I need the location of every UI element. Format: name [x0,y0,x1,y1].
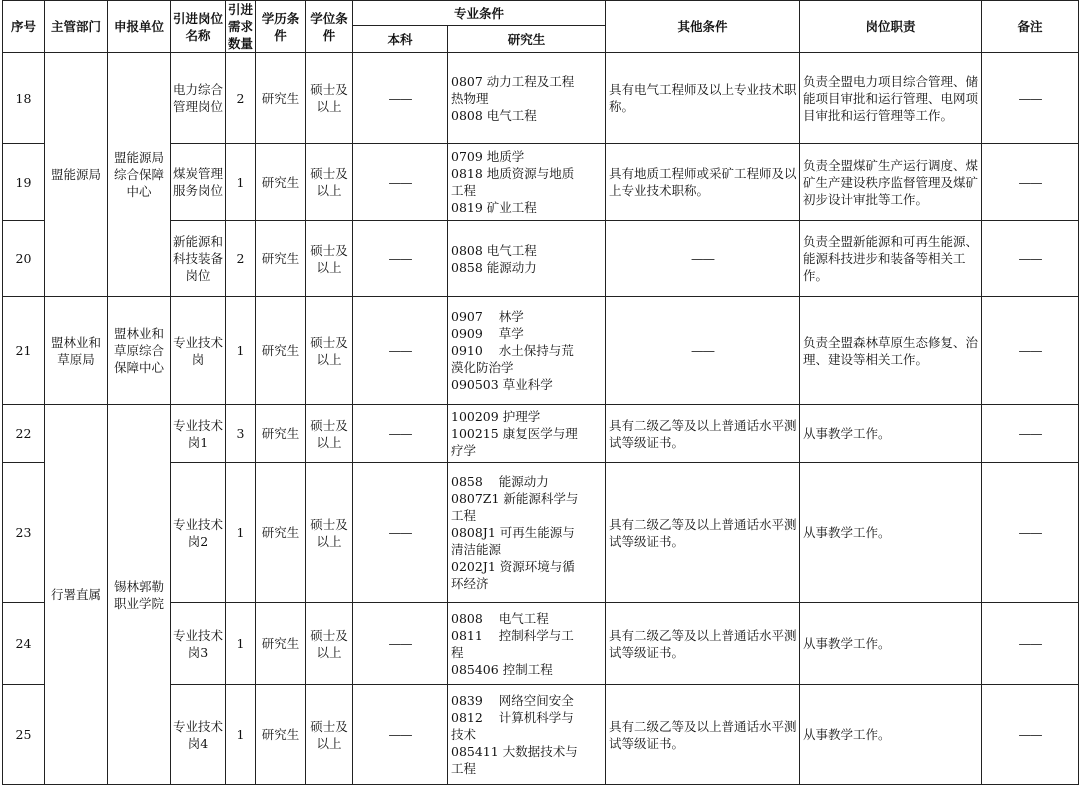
grad-cell [448,685,606,785]
degree-cell: 硕士及以上 [306,53,353,144]
duty-cell: 负责全盟电力项目综合管理、储能项目审批和运行管理、电网项目审批和运行管理等工作。 [800,53,982,144]
grad-line: 清洁能源 [451,542,502,557]
dept-cell: 行署直属 [45,405,108,785]
grad-line: 0811 控制科学与工 [451,627,574,643]
edu-cell: 研究生 [256,463,306,603]
edu-cell: 研究生 [256,405,306,463]
grad-line: 工程 [451,761,477,776]
grad-cell [448,463,606,603]
seq-cell: 22 [3,405,45,463]
grad-cell [448,297,606,405]
undergrad-cell: —— [353,297,448,405]
grad-line: 0202J1 资源环境与循 [451,559,575,574]
unit-cell: 盟能源局综合保障中心 [108,53,171,297]
seq-cell: 23 [3,463,45,603]
header-dept: 主管部门 [45,1,108,53]
grad-line: 0807 动力工程及工程 [451,73,575,89]
grad-line: 0808J1 可再生能源与 [451,525,575,540]
grad-line: 0818 地质资源与地质 [451,166,575,181]
grad-line: 0858 能源动力 [451,259,537,275]
recruitment-table [2,0,1079,785]
grad-line: 090503 草业科学 [451,377,553,392]
table-row [3,405,1079,463]
grad-line: 疗学 [451,443,477,458]
undergrad-cell: —— [353,405,448,463]
grad-line: 工程 [451,508,477,523]
grad-line: 0808 电气工程 [451,107,537,123]
post-cell: 新能源和科技装备岗位 [171,221,226,297]
seq-cell: 24 [3,603,45,685]
grad-line: 0808 电气工程 [451,242,537,258]
note-cell: —— [982,144,1079,221]
table-row [3,53,1079,144]
grad-cell [448,405,606,463]
grad-line: 热物理 [451,90,489,106]
grad-line: 0807Z1 新能源科学与 [451,491,579,506]
edu-cell: 研究生 [256,685,306,785]
count-cell: 1 [226,603,256,685]
grad-line: 100215 康复医学与理 [451,426,578,441]
post-cell: 专业技术岗3 [171,603,226,685]
grad-cell [448,603,606,685]
edu-cell: 研究生 [256,603,306,685]
duty-cell: 从事教学工作。 [800,463,982,603]
header-count: 引进需求数量 [226,1,256,53]
post-cell: 煤炭管理服务岗位 [171,144,226,221]
grad-cell [448,144,606,221]
other-cell: 具有地质工程师或采矿工程师及以上专业技术职称。 [606,144,800,221]
grad-cell [448,221,606,297]
undergrad-cell: —— [353,53,448,144]
other-cell: 具有二级乙等及以上普通话水平测试等级证书。 [606,463,800,603]
seq-cell: 21 [3,297,45,405]
note-cell: —— [982,685,1079,785]
seq-cell: 20 [3,221,45,297]
post-cell: 电力综合管理岗位 [171,53,226,144]
post-cell: 专业技术岗2 [171,463,226,603]
grad-cell [448,53,606,144]
other-cell: 具有电气工程师及以上专业技术职称。 [606,53,800,144]
post-cell: 专业技术岗4 [171,685,226,785]
count-cell: 1 [226,144,256,221]
seq-cell: 18 [3,53,45,144]
duty-cell: 从事教学工作。 [800,685,982,785]
duty-cell: 负责全盟煤矿生产运行调度、煤矿生产建设秩序监督管理及煤矿初步设计审批等工作。 [800,144,982,221]
count-cell: 1 [226,685,256,785]
header-grad: 研究生 [448,26,606,53]
note-cell: —— [982,53,1079,144]
header-seq: 序号 [3,1,45,53]
undergrad-cell: —— [353,685,448,785]
count-cell: 2 [226,53,256,144]
grad-line: 100209 护理学 [451,409,541,424]
duty-cell: 负责全盟新能源和可再生能源、能源科技进步和装备等相关工作。 [800,221,982,297]
dept-cell: 盟林业和草原局 [45,297,108,405]
note-cell: —— [982,463,1079,603]
edu-cell: 研究生 [256,53,306,144]
degree-cell: 硕士及以上 [306,405,353,463]
other-cell: 具有二级乙等及以上普通话水平测试等级证书。 [606,685,800,785]
grad-line: 0839 网络空间安全 [451,693,574,708]
count-cell: 1 [226,463,256,603]
note-cell: —— [982,221,1079,297]
unit-cell: 盟林业和草原综合保障中心 [108,297,171,405]
header-undergrad: 本科 [353,26,448,53]
unit-cell: 锡林郭勒职业学院 [108,405,171,785]
grad-line: 0808 电气工程 [451,610,549,626]
grad-line: 085411 大数据技术与 [451,744,578,759]
grad-line: 0907 林学 [451,309,524,324]
grad-line: 环经济 [451,576,489,591]
post-cell: 专业技术岗 [171,297,226,405]
degree-cell: 硕士及以上 [306,297,353,405]
grad-line: 程 [451,644,464,660]
degree-cell: 硕士及以上 [306,603,353,685]
duty-cell: 从事教学工作。 [800,603,982,685]
count-cell: 3 [226,405,256,463]
header-note: 备注 [982,1,1079,53]
post-cell: 专业技术岗1 [171,405,226,463]
header-major: 专业条件 [353,1,606,26]
header-unit: 申报单位 [108,1,171,53]
edu-cell: 研究生 [256,144,306,221]
count-cell: 2 [226,221,256,297]
grad-line: 技术 [451,727,477,742]
other-cell: 具有二级乙等及以上普通话水平测试等级证书。 [606,405,800,463]
edu-cell: 研究生 [256,297,306,405]
header-other: 其他条件 [606,1,800,53]
other-cell: —— [606,221,800,297]
undergrad-cell: —— [353,221,448,297]
note-cell: —— [982,297,1079,405]
header-post: 引进岗位名称 [171,1,226,53]
note-cell: —— [982,603,1079,685]
degree-cell: 硕士及以上 [306,221,353,297]
edu-cell: 研究生 [256,221,306,297]
duty-cell: 从事教学工作。 [800,405,982,463]
degree-cell: 硕士及以上 [306,144,353,221]
other-cell: —— [606,297,800,405]
header-degree: 学位条件 [306,1,353,53]
grad-line: 0819 矿业工程 [451,200,537,215]
dept-cell: 盟能源局 [45,53,108,297]
undergrad-cell: —— [353,463,448,603]
header-edu: 学历条件 [256,1,306,53]
seq-cell: 25 [3,685,45,785]
undergrad-cell: —— [353,144,448,221]
note-cell: —— [982,405,1079,463]
grad-line: 085406 控制工程 [451,661,553,677]
other-cell: 具有二级乙等及以上普通话水平测试等级证书。 [606,603,800,685]
grad-line: 0858 能源动力 [451,474,549,489]
grad-line: 0910 水土保持与荒 [451,343,574,358]
duty-cell: 负责全盟森林草原生态修复、治理、建设等相关工作。 [800,297,982,405]
table-row [3,297,1079,405]
degree-cell: 硕士及以上 [306,685,353,785]
grad-line: 漠化防治学 [451,360,514,375]
header-duty: 岗位职责 [800,1,982,53]
count-cell: 1 [226,297,256,405]
degree-cell: 硕士及以上 [306,463,353,603]
grad-line: 0812 计算机科学与 [451,710,574,725]
undergrad-cell: —— [353,603,448,685]
grad-line: 0709 地质学 [451,149,525,164]
seq-cell: 19 [3,144,45,221]
grad-line: 0909 草学 [451,326,524,341]
grad-line: 工程 [451,183,477,198]
